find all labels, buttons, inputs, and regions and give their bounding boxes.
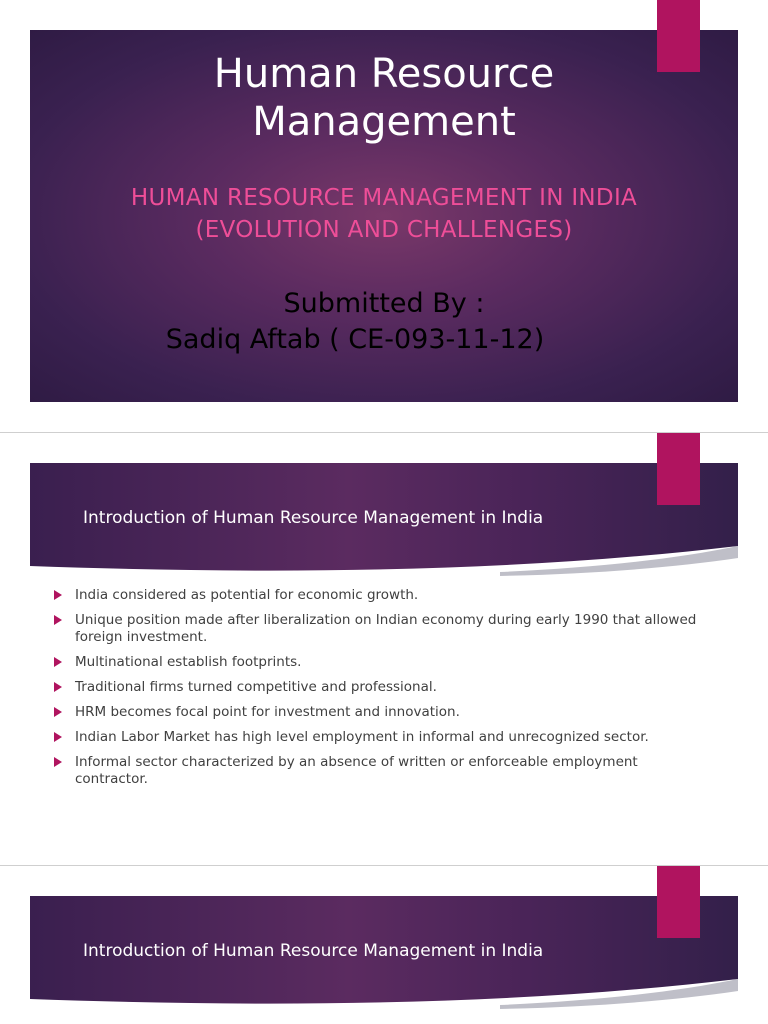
slide-1 xyxy=(0,0,768,432)
bullet-arrow-icon xyxy=(54,657,62,667)
bullet-arrow-icon xyxy=(54,615,62,625)
slide-title: Human Resource Management xyxy=(213,51,555,145)
bullet-arrow-icon xyxy=(54,757,62,767)
accent-bar xyxy=(657,866,700,938)
list-item: Informal sector characterized by an absence of written or enforceable employment contractor. xyxy=(52,754,702,788)
list-item: India considered as potential for economic growth. xyxy=(52,587,702,604)
list-item: HRM becomes focal point for investment and innovation. xyxy=(52,704,702,721)
list-item: Multinational establish footprints. xyxy=(52,654,702,671)
bullet-arrow-icon xyxy=(54,590,62,600)
slide-heading: Introduction of Human Resource Management in India xyxy=(83,941,544,961)
bullet-arrow-icon xyxy=(54,707,62,717)
list-item: Unique position made after liberalization on Indian economy during early 1990 that allowed foreign investment. xyxy=(52,612,702,646)
slide-subtitle: HUMAN RESOURCE MANAGEMENT IN INDIA (EVOLUTION AND CHALLENGES) xyxy=(130,185,638,243)
author-name: Sadiq Aftab ( CE-093-11-12) xyxy=(165,324,545,355)
slide-heading: Introduction of Human Resource Management in India xyxy=(83,508,544,528)
list-item: Traditional firms turned competitive and professional. xyxy=(52,679,702,696)
submitted-by-label: Submitted By : xyxy=(283,288,485,319)
bullet-arrow-icon xyxy=(54,682,62,692)
list-item: Indian Labor Market has high level employment in informal and unrecognized sector. xyxy=(52,729,702,746)
bullet-arrow-icon xyxy=(54,732,62,742)
slide-3 xyxy=(0,866,768,1024)
banner-wave-shape xyxy=(30,538,738,578)
bullet-list xyxy=(52,587,702,796)
accent-bar xyxy=(657,433,700,505)
banner-wave-shape xyxy=(30,971,738,1011)
